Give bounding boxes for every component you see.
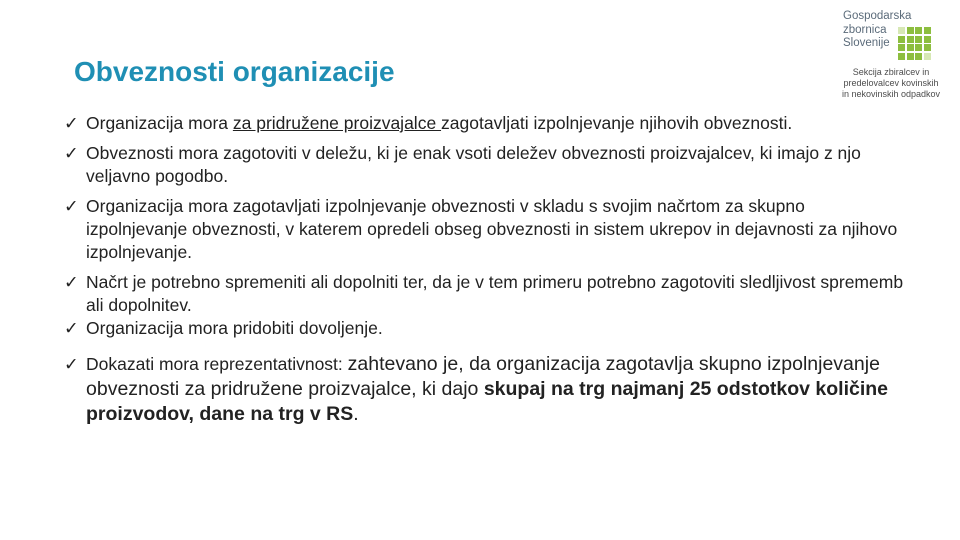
item-text: Organizacija mora pridobiti dovoljenje. — [86, 318, 383, 338]
item-text-large: . — [353, 403, 359, 425]
logo-sub-line: in nekovinskih odpadkov — [841, 89, 941, 99]
logo-grid-icon — [898, 27, 931, 60]
logo-name-line: Gospodarska — [843, 10, 912, 22]
list-item — [64, 317, 904, 340]
list-item — [64, 271, 904, 317]
list-item — [64, 352, 904, 427]
check-mark-icon: ✓ — [64, 272, 79, 292]
list-item — [64, 195, 904, 264]
logo-name-line: zbornica — [843, 23, 887, 36]
item-text: Dokazati mora reprezentativnost: — [86, 354, 348, 374]
check-mark-icon: ✓ — [64, 143, 79, 163]
logo-name-line: Slovenije — [843, 37, 890, 49]
logo-sub-line: Sekcija zbiralcev in — [852, 67, 930, 77]
check-mark-icon: ✓ — [64, 113, 79, 133]
item-text-large: zahtevano je, da organizacija zagotavlja skupno izpolnjevanje obveznosti za pridružene proizvajalce, ki dajo — [86, 353, 880, 400]
item-text: Obveznosti mora zagotoviti v deležu, ki je enak vsoti deležev obveznosti proizvajalcev, ki imajo z njo veljavno pogodbo. — [86, 143, 861, 186]
check-mark-icon: ✓ — [64, 196, 79, 216]
gzs-logo — [832, 10, 950, 105]
list-item — [64, 112, 904, 135]
check-mark-icon: ✓ — [64, 318, 79, 338]
item-text-underlined: za pridružene proizvajalce — [232, 113, 442, 133]
logo-sub-line: predelovalcev kovinskih — [843, 78, 939, 88]
logo-section-name — [832, 67, 950, 100]
slide-title: Obveznosti organizacije — [74, 56, 395, 87]
list-item — [64, 142, 904, 188]
check-mark-icon: ✓ — [64, 354, 79, 374]
item-text: Načrt je potrebno spremeniti ali dopolniti ter, da je v tem primeru potrebno zagotoviti sledljivost sprememb ali dopolnitev. — [86, 272, 904, 315]
item-text: zagotavljati izpolnjevanje njihovih obveznosti. — [441, 113, 793, 133]
item-text: Organizacija mora zagotavljati izpolnjevanje obveznosti v skladu s svojim načrtom za skupno izpolnjevanje obveznosti, v katerem opredeli obseg obveznosti in sistem ukrepov in dejavnosti za njihovo izpolnjevanje. — [86, 196, 898, 262]
bullet-list — [64, 112, 904, 427]
item-text: Organizacija mora — [86, 113, 233, 133]
item-text-bold: skupaj na trg najmanj 25 odstotkov količine proizvodov, dane na trg v RS — [86, 378, 888, 425]
